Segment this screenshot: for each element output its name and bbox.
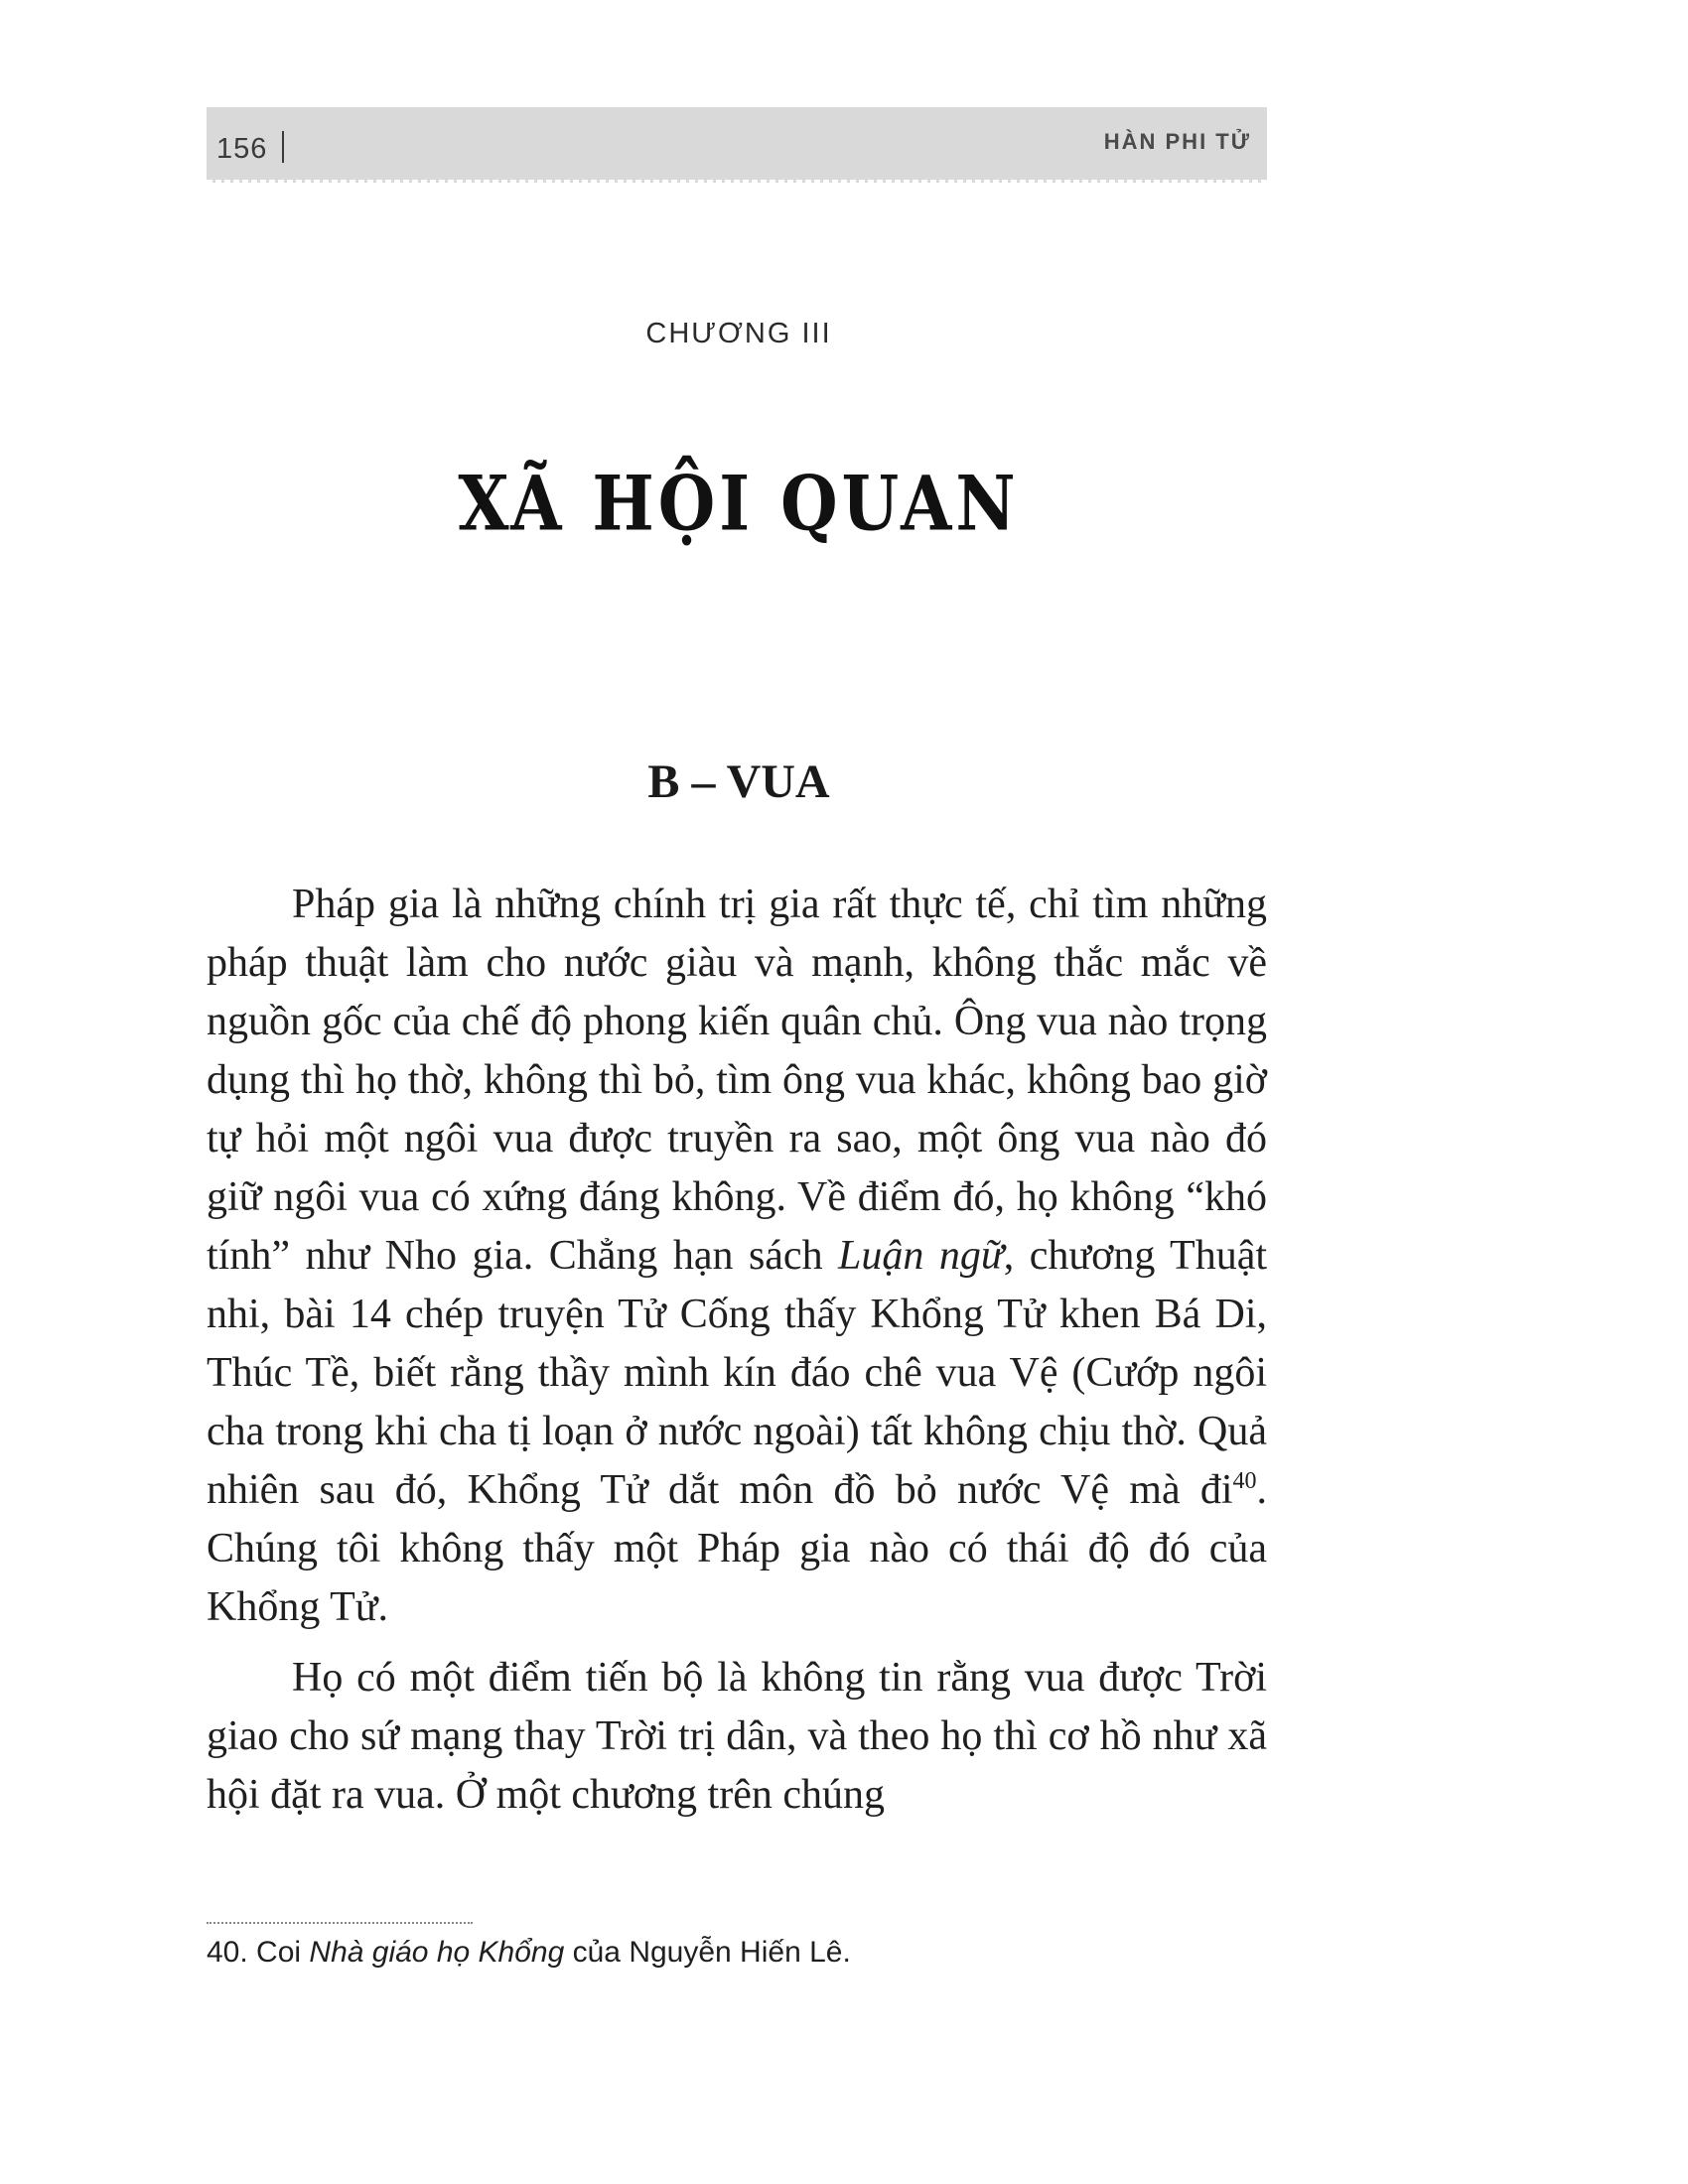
paragraph-1 xyxy=(207,876,1267,1637)
paragraph-text: . Chúng tôi không thấy một Pháp gia nào có thái độ đó của Khổng Tử. xyxy=(207,1467,1267,1630)
body-text xyxy=(207,876,1267,1837)
paragraph-text: , chương Thuật nhi, bài 14 chép truyện Tử Cống thấy Khổng Tử khen Bá Di, Thúc Tề, biết rằng thầy mình kín đáo chê vua Vệ (Cướp ngôi cha trong khi cha tị loạn ở nước ngoài) tất không chịu thờ. Quả nhiên sau đó, Khổng Tử dắt môn đồ bỏ nước Vệ mà đi xyxy=(207,1233,1268,1513)
chapter-label: CHƯƠNG III xyxy=(645,318,832,349)
book-title: HÀN PHI TỬ xyxy=(1103,129,1251,154)
paragraph-2: Họ có một điểm tiến bộ là không tin rằng vua được Trời giao cho sứ mạng thay Trời trị dân, và theo họ thì cơ hồ như xã hội đặt ra vua. Ở một chương trên chúng xyxy=(207,1655,1267,1818)
footnote-book-title: Nhà giáo họ Khổng xyxy=(309,1936,565,1969)
chapter-title: XÃ HỘI QUAN xyxy=(458,459,1020,548)
running-header xyxy=(207,107,1267,183)
footnote-text: của Nguyễn Hiến Lê. xyxy=(564,1936,851,1969)
header-separator xyxy=(282,131,284,163)
footnote-divider xyxy=(207,1922,473,1924)
footnote-text: Coi xyxy=(247,1936,310,1969)
footnote xyxy=(207,1936,1267,1970)
paragraph-text: Pháp gia là những chính trị gia rất thực tế, chỉ tìm những pháp thuật làm cho nước giàu và mạnh, không thắc mắc về nguồn gốc của chế độ phong kiến quân chủ. Ông vua nào trọng dụng thì họ thờ, không thì bỏ, tìm ông vua khác, không bao giờ tự hỏi một ngôi vua được truyền ra sao, một ông vua nào đó giữ ngôi vua có xứng đáng không. Về điểm đó, họ không “khó tính” như Nho gia. Chẳng hạn sách xyxy=(207,882,1267,1279)
section-title: B – VUA xyxy=(647,755,830,808)
footnote-reference[interactable]: 40 xyxy=(1232,1468,1257,1494)
page-number: 156 xyxy=(216,133,268,165)
footnote-number: 40. xyxy=(207,1936,248,1969)
book-title-italic: Luận ngữ xyxy=(838,1233,1004,1279)
